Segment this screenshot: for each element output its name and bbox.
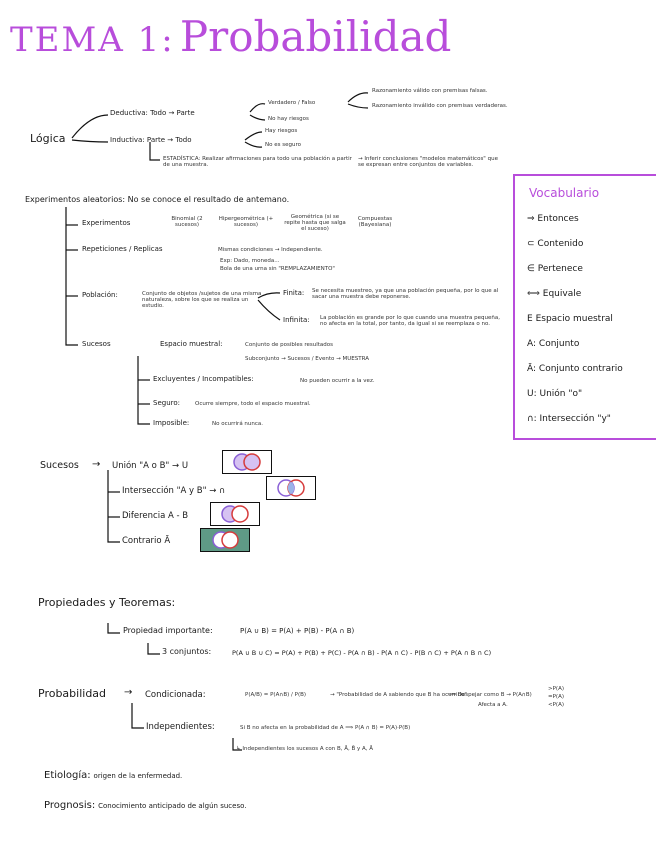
venn-circle-b (222, 532, 238, 548)
title-probabilidad: Probabilidad (179, 12, 452, 61)
infinita-label: Infinita: (283, 316, 310, 324)
propiedad-importante-label: Propiedad importante: (123, 626, 213, 635)
vocab-text: Conjunto (538, 339, 580, 349)
deductiva-invalido: Razonamiento inválido con premisas verdaderas. (372, 103, 508, 109)
vocab-text: Intersección "y" (539, 414, 611, 424)
union-label: Unión "A o B" → U (112, 461, 189, 471)
deductiva-verdadero: Verdadero / Falso (268, 100, 316, 106)
vocab-text: Unión "o" (539, 389, 583, 399)
venn-circle-b (244, 454, 260, 470)
tipo-hipergeometrica: Hipergeométrica (+ sucesos) (218, 216, 274, 228)
imposible-label: Imposible: (153, 419, 190, 427)
repeticiones-label: Repeticiones / Replicas (82, 245, 163, 253)
logica-label: Lógica (30, 132, 66, 145)
repeticiones-independiente: Mismas condiciones → Independiente. (218, 247, 323, 253)
inductiva-seguro: No es seguro (265, 142, 301, 148)
vocab-text: Pertenece (537, 264, 583, 274)
propiedades-heading: Propiedades y Teoremas: (38, 596, 176, 609)
condicionada-menor: <P(A) (548, 702, 564, 708)
seguro-def: Ocurre siempre, todo el espacio muestral. (195, 401, 311, 407)
diferencia-label: Diferencia A - B (122, 511, 189, 521)
vocab-item (527, 389, 582, 399)
tipo-compuestas: Compuestas (Bayesiana) (357, 216, 393, 228)
etiologia-def: origen de la enfermedad. (93, 772, 183, 780)
propiedad-importante-formula: P(A ∪ B) = P(A) + P(B) - P(A ∩ B) (240, 627, 355, 635)
tres-conjuntos-label: 3 conjuntos: (162, 647, 212, 656)
interseccion-label: Intersección "A y B" → ∩ (122, 486, 226, 496)
excluyentes-label: Excluyentes / Incompatibles: (153, 375, 254, 383)
condicionada-mayor: >P(A) (548, 686, 564, 692)
vocab-item (527, 314, 613, 324)
tipo-binomial: Binomial (2 sucesos) (171, 216, 203, 228)
excluyentes-def: No pueden ocurrir a la vez. (300, 378, 375, 384)
condicionada-quote: → "Probabilidad de A sabiendo que B ha ocurrido" (330, 692, 467, 698)
sucesos-label: Sucesos (82, 340, 111, 348)
venn-circle-b (232, 506, 248, 522)
vocab-symbol: ⊂ (527, 239, 535, 249)
deductiva: Deductiva: Todo → Parte (110, 109, 195, 117)
etiologia-label: Etiología: (44, 770, 91, 781)
vocab-item (527, 214, 579, 224)
tipo-geometrica: Geométrica (si se repite hasta que salga el suceso) (284, 214, 346, 232)
condicionada-igual: =P(A) (548, 694, 564, 700)
vocab-text: Espacio muestral (535, 314, 613, 324)
espacio-label: Espacio muestral: (160, 340, 223, 348)
title-tema: TEMA 1: (10, 20, 175, 60)
poblacion-def: Conjunto de objetos /sujetos de una misma naturaleza, sobre los que se realiza un estudio. (142, 291, 262, 309)
infinita-def: La población es grande por lo que cuando una muestra pequeña, no afecta en la total, por tanto, da igual si se reemplaza o no. (320, 315, 500, 327)
inductiva-riesgos: Hay riesgos (265, 128, 298, 134)
tres-conjuntos-formula: P(A ∪ B ∪ C) = P(A) + P(B) + P(C) - P(A ∩ B) - P(A ∩ C) - P(B ∩ C) + P(A ∩ B ∩ C) (232, 649, 492, 657)
vocab-item (527, 414, 611, 424)
venn-diferencia (210, 502, 260, 526)
vocab-symbol: E (527, 314, 533, 324)
espacio-sub: Subconjunto → Sucesos / Evento → MUESTRA (245, 356, 369, 362)
vocab-item (527, 289, 581, 299)
venn-interseccion (266, 476, 316, 500)
probabilidad-label: Probabilidad (38, 687, 107, 700)
repeticiones-bola: Bola de una urna sin "REMPLAZAMIENTO" (220, 266, 335, 272)
condicionada-despejar: ⟹ Despejar como B → P(A∩B) (448, 692, 532, 698)
condicionada-label: Condicionada: (145, 690, 206, 700)
prognosis (44, 800, 246, 811)
vocab-symbol: ⇒ (527, 214, 535, 224)
vocab-symbol: ∩: (527, 414, 537, 424)
vocabulario-title: Vocabulario (529, 186, 600, 200)
vocab-symbol: ∈ (527, 264, 535, 274)
prob-arrow: → (124, 687, 133, 698)
independientes-label: Independientes: (146, 722, 215, 732)
vocab-text: Conjunto contrario (538, 364, 623, 374)
vocab-symbol: Ā: (527, 364, 537, 374)
vocab-text: Entonces (537, 214, 579, 224)
venn-union (222, 450, 272, 474)
inductiva: Inductiva: Parte → Todo (110, 136, 192, 144)
prognosis-def: Conocimiento anticipado de algún suceso. (98, 802, 247, 810)
vocab-symbol: U: (527, 389, 537, 399)
ops-sucesos-label: Sucesos (40, 460, 79, 471)
vocab-text: Contenido (537, 239, 584, 249)
venn-contrario (200, 528, 250, 552)
deductiva-riesgos: No hay riesgos (268, 116, 309, 122)
ops-arrow: → (92, 459, 101, 470)
poblacion-label: Población: (82, 291, 118, 299)
etiologia (44, 770, 182, 781)
espacio-def: Conjunto de posibles resultados (245, 342, 334, 348)
vocab-item (527, 239, 583, 249)
independientes-sub: ↳ Independientes los sucesos A con B, Ā, B̄ y A, Ā (236, 746, 374, 752)
repeticiones-dado: Exp: Dado, moneda... (220, 258, 280, 264)
vocabulario-box (513, 174, 656, 440)
vocab-symbol: ⟺ (527, 289, 540, 299)
inferir: → Inferir conclusiones "modelos matemáticos" que se expresan entre conjuntos de variables. (358, 156, 498, 168)
deductiva-valido: Razonamiento válido con premisas falsas. (372, 88, 488, 94)
vocab-item (527, 364, 623, 374)
contrario-label: Contrario Ā (122, 536, 171, 546)
experimentos-label: Experimentos (82, 219, 131, 227)
finita-label: Finita: (283, 289, 305, 297)
condicionada-afecta: Afecta a A. (478, 702, 508, 708)
condicionada-formula: P(A/B) = P(A∩B) / P(B) (245, 692, 307, 698)
vocab-symbol: A: (527, 339, 537, 349)
vocab-item (527, 264, 583, 274)
vocab-item (527, 339, 579, 349)
seguro-label: Seguro: (153, 399, 180, 407)
imposible-def: No ocurrirá nunca. (212, 421, 264, 427)
independientes-formula: Si B no afecta en la probabilidad de A ⟹ P(A ∩ B) = P(A)·P(B) (240, 725, 411, 731)
prognosis-label: Prognosis: (44, 800, 96, 811)
estadistica: ESTADÍSTICA: Realizar afirmaciones para todo una población a partir de una muestra. (163, 156, 352, 168)
vocab-text: Equivale (542, 289, 582, 299)
finita-def: Se necesita muestreo, ya que una población pequeña, por lo que al sacar una muestra debe reponerse. (312, 288, 499, 300)
experimentos-heading: Experimentos aleatorios: No se conoce el resultado de antemano. (25, 195, 290, 204)
